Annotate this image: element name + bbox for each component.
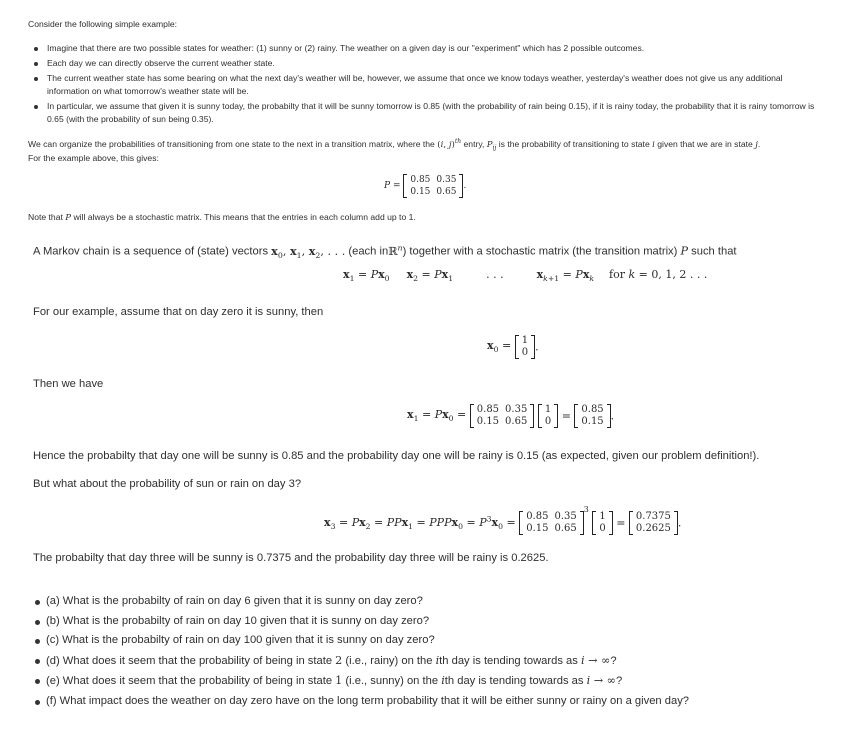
note-pre: Note that <box>28 212 63 222</box>
x1-vector <box>574 404 610 428</box>
matrix-cell: 0.65 <box>554 523 577 534</box>
x3-vector <box>629 511 678 535</box>
question-d-tail: day is tending towards as <box>451 654 578 667</box>
organize-text-pre: We can organize the probabilities of transitioning from one state to the next in a transition matrix, where the <box>28 138 435 149</box>
p-symbol: P <box>680 244 689 258</box>
ith-suffix: th <box>439 654 449 667</box>
markov-definition <box>33 243 737 260</box>
organize-line2: For the example above, this gives: <box>28 153 159 163</box>
vector-cell: 0 <box>599 523 606 534</box>
j-symbol: j <box>755 139 758 150</box>
ith-suffix: th <box>444 675 455 687</box>
result-line: The probabilty that day three will be sunny is 0.7375 and the probability day three will be rainy is 0.2625. <box>33 552 549 564</box>
p-symbol: P <box>65 213 72 223</box>
matrix-cell: 0.65 <box>505 416 528 427</box>
intro-line: Consider the following simple example: <box>28 19 178 29</box>
markov-equations <box>343 268 707 283</box>
question-d-text: (d) What does it seem that the probability of being in state <box>46 654 333 667</box>
transition-matrix-equation: P = 0.85 0.35 0.15 0.65 . <box>384 175 467 197</box>
organize-text-mid2: is the probability of transitioning to state <box>498 138 650 149</box>
x3-equation: $x_3 = Px_2 = PPx_1$ = PPPx$_0$ = $P^3x_0$ = 0.85 0.35 0.15 0.65 $^3$ 1 0 = 0.7375 0.2625 . <box>324 505 682 534</box>
vector-cell: 0 <box>544 416 552 427</box>
intro-bullet-list <box>28 42 818 126</box>
matrix-cell: 0.35 <box>436 175 457 185</box>
matrix-cell: 0.15 <box>410 187 431 197</box>
matrix-cell: 0.65 <box>436 187 457 197</box>
organize-paragraph: We can organize the probabilities of transitioning from one state to the next in a transition matrix, where the (i, j)$^{th}$ entry, $P_{ij}$ is the probability of transitioning to state i given that we are in state j. <box>28 138 761 152</box>
vector-cell: 0.85 <box>581 404 604 415</box>
list-item: In particular, we assume that given it is sunny today, the probabilty that it will be sunny tomorrow is 0.85 (with the probability of rain being 0.15), if it is rainy today, the probability that it is rainy tomorrow is 0.65 (with the probability of sun being 0.35). <box>28 100 818 126</box>
vector-cell: 1 <box>521 335 529 346</box>
list-item: The current weather state has some bearing on what the next day's weather will be, however, we assume that once we know todays weather, yesterday's weather does not give us any additional information on what tomorrow's weather state will be. <box>28 72 818 98</box>
markov-mid2: ) together with a stochastic matrix (the transition matrix) <box>402 245 678 258</box>
organize-text-mid3: given that we are in state <box>657 138 753 149</box>
question-item-c: (c) What is the probabilty of rain on day 100 given that it is sunny on day zero? <box>32 631 689 651</box>
day3-question-line: But what about the probability of sun or rain on day 3? <box>33 478 302 490</box>
i-symbol: i <box>652 139 655 150</box>
eq-xk: $x_{k+1} = Px_k$ <box>536 268 595 284</box>
i-symbol: i <box>435 653 440 667</box>
note-line <box>28 212 416 223</box>
note-post: will always be a stochastic matrix. This means that the entries in each column add up to 1. <box>73 212 416 222</box>
markov-mid: (each in <box>348 245 389 258</box>
for-text: for <box>609 268 625 281</box>
matrix-cell: 0.85 <box>526 511 549 522</box>
vector-cell: 0.2625 <box>635 523 671 534</box>
question-item-d: (d) What does it seem that the probability of being in state 2 (i.e., rainy) on the ith day is tending towards as i → ∞? <box>32 651 689 672</box>
question-d-rest: (i.e., rainy) on the <box>345 654 433 667</box>
x0-vector-inline <box>592 511 612 535</box>
i-to-infinity: i → ∞ <box>586 674 616 687</box>
then-line: Then we have <box>33 378 104 390</box>
state-number: 2 <box>335 653 343 667</box>
list-item: Imagine that there are two possible states for weather: (1) sunny or (2) rainy. The weather on a given day is our "experiment" which has 2 possible outcomes. <box>28 42 818 55</box>
vector-cell: 0.15 <box>581 416 604 427</box>
eq-for-k: for k = 0, 1, 2 . . . <box>609 268 708 281</box>
question-e-text: (e) What does it seem that the probability of being in state <box>46 675 333 687</box>
vector-cell: 1 <box>544 404 552 415</box>
x0-vector-inline <box>538 404 558 428</box>
matrix-cell: 0.35 <box>505 404 528 415</box>
matrix-cell: 0.15 <box>476 416 500 427</box>
question-item-a: (a) What is the probabilty of rain on day 6 given that it is sunny on day zero? <box>32 592 689 612</box>
questions-list <box>32 592 689 711</box>
question-item-f: (f) What impact does the weather on day zero have on the long term probability that it will be either sunny or rainy on a given day? <box>32 692 689 712</box>
question-item-b: (b) What is the probabilty of rain on day 10 given that it is sunny on day zero? <box>32 612 689 632</box>
markov-pre: A Markov chain is a sequence of (state) vectors <box>33 245 269 258</box>
organize-text-mid1: entry, <box>463 138 485 149</box>
eq-x2: $x_2 = Px_1$ <box>406 268 454 284</box>
matrix-cell: 0.15 <box>526 523 549 534</box>
k-values: 0, 1, 2 . . . <box>651 268 708 281</box>
vector-cell: 0 <box>521 347 529 358</box>
x0-vector <box>515 335 535 359</box>
cube-exponent: 3 <box>583 505 589 514</box>
vector-cell: 1 <box>599 511 606 522</box>
x0-equation: $x_0$ = 1 0 . <box>487 335 539 358</box>
pij-symbol: $P_{ij}$ <box>486 139 497 152</box>
p-matrix-cubed <box>519 511 584 535</box>
i-to-infinity: i → ∞ <box>580 653 611 667</box>
state-vector-sequence: $x_0$, $x_1$, $x_2$, . . . <box>271 243 346 260</box>
vector-cell: 0.7375 <box>635 511 671 522</box>
state-number: 1 <box>335 674 343 687</box>
hence-line: Hence the probabilty that day one will be sunny is 0.85 and the probability day one will be rainy is 0.15 (as expected, given our problem definition!). <box>33 450 760 462</box>
matrix-cell: 0.85 <box>476 404 500 415</box>
example-line: For our example, assume that on day zero it is sunny, then <box>33 306 324 318</box>
ij-index: (i, j)$^{th}$ <box>437 138 462 150</box>
x1-equation: $x_1 = Px_0$ = 0.85 0.35 0.15 0.65 1 0 = 0.85 0.15 . <box>407 404 615 427</box>
question-e-tail: day is tending towards as <box>457 675 584 687</box>
list-item: Each day we can directly observe the current weather state. <box>28 57 818 70</box>
rn-symbol: ℝ$^n$ <box>388 243 403 258</box>
matrix-cell: 0.85 <box>410 175 431 185</box>
eq-x1: $x_1 = Px_0$ <box>343 268 390 284</box>
question-item-e: (e) What does it seem that the probability of being in state 1 (i.e., sunny) on the ith day is tending towards as i → ∞? <box>32 671 689 692</box>
i-symbol: i <box>441 674 445 687</box>
eq-ellipsis: . . . <box>486 268 504 281</box>
p-matrix-inline <box>470 404 535 428</box>
transition-matrix <box>403 174 463 198</box>
matrix-cell: 0.35 <box>554 511 577 522</box>
markov-post: such that <box>691 245 737 258</box>
question-e-rest: (i.e., sunny) on the <box>345 675 439 687</box>
